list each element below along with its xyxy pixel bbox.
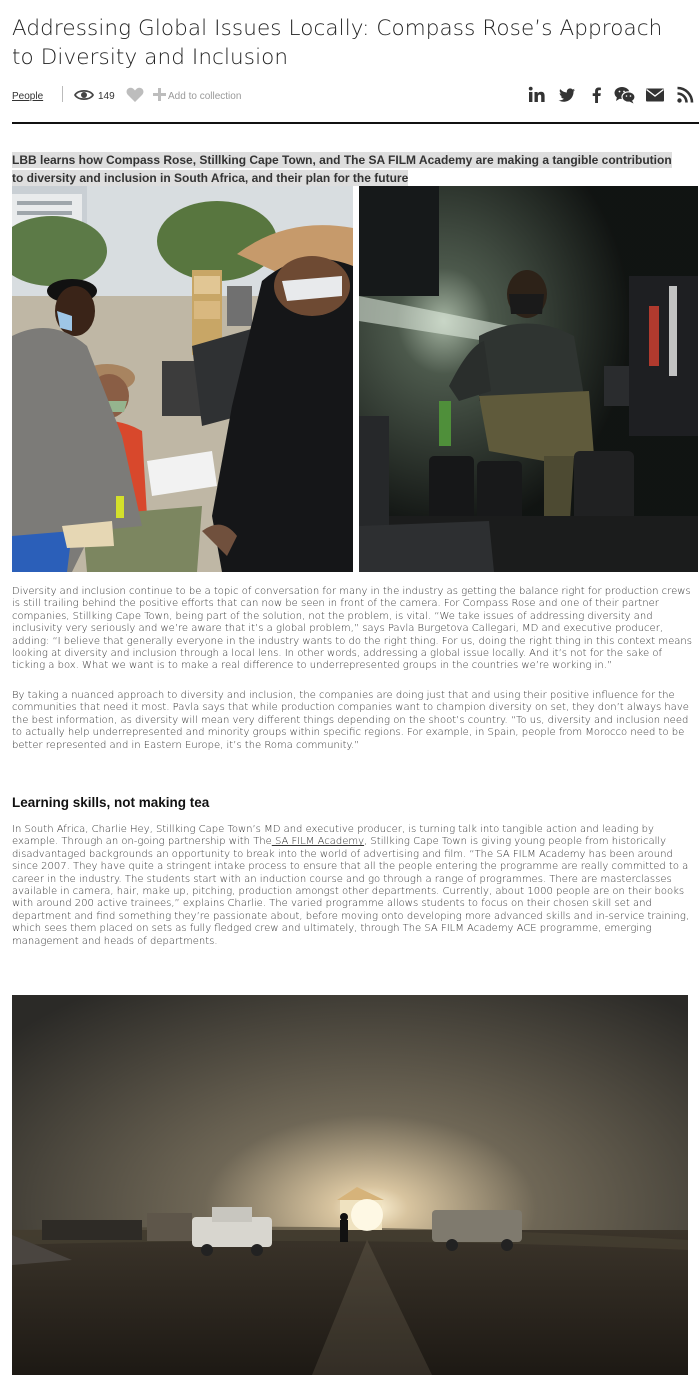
add-collection-plus-icon[interactable] [153, 88, 166, 104]
view-count: 149 [98, 91, 115, 102]
crew-studio-photo [359, 186, 698, 572]
article-paragraph-1: Diversity and inclusion continue to be a topic of conversation for many in the industry as getting the balance right for production crews is still trailing behind the positive efforts that can now be seen in front of the camera. For Compass Rose and one of their partner companies, Stillking Cape Town, being part of the solution, not the problem, is vital. “We take issues of addressing diversity and inclusivity very seriously and we’re aware that it’s a global problem,” says Pavla Burgetova Callegari, MD and executive producer, adding: “I believe that generally everyone in the industry wants to do the right thing. For us, doing the right thing in this context means looking at diversity and inclusion through a local lens. In other words, addressing a global issue locally. And it’s not for the sake of ticking a box. What we want is to make a real difference to underrepresented groups in the countries we’re working in.” [12, 586, 692, 672]
article-paragraph-2: By taking a nuanced approach to diversity and inclusion, the companies are doing just that and using their positive influence for the communities that need it most. Pavla says that while production companies want to champion diversity on set, they don’t always have the best information, as diversity will mean very different things depending on the shoot’s country. “To us, diversity and inclusion need to actually help underrepresented and minority groups within specific regions. For example, in Spain, people from Morocco need to be better represented and in Eastern Europe, it’s the Roma community.” [12, 690, 689, 751]
article-lead: LBB learns how Compass Rose, Stillking Cape Town, and The SA FILM Academy are making a tangible contribution to diversity and inclusion in South Africa, and their plan for the future [12, 153, 672, 185]
category-link[interactable]: People [12, 91, 44, 102]
like-heart-icon[interactable] [126, 87, 144, 106]
twitter-icon[interactable] [558, 86, 576, 104]
article-title: Addressing Global Issues Locally: Compass Rose’s Approach to Diversity and Inclusion [12, 16, 663, 70]
rss-icon[interactable] [676, 86, 694, 104]
linkedin-icon[interactable] [528, 86, 546, 104]
facebook-icon[interactable] [588, 86, 606, 104]
header-rule [12, 122, 699, 124]
sa-film-academy-link[interactable]: SA FILM Academy [271, 836, 365, 848]
night-set-photo [12, 995, 688, 1375]
crew-street-photo [12, 186, 353, 572]
views-eye-icon [74, 88, 94, 105]
section-heading: Learning skills, not making tea [12, 795, 210, 810]
article-paragraph-3: In South Africa, Charlie Hey, Stillking Cape Town’s MD and executive producer, is turning talk into tangible action and leading by example. Through an on-going partnership with The SA FILM Academy, Stillking Cape Town is giving young people from historically disadvantaged backgrounds an opportunity to break into the world of advertising and film. “The SA FILM Academy has been around since 2007. They have quite a stringent intake process to ensure that all the people entering the programme are really committed to a career in the industry. The students start with an induction course and go through a range of programmes. There are masterclasses available in camera, hair, make up, pitching, production amongst other departments. Currently, about 1000 people are on their books with around 200 active trainees,” explains Charlie. The varied programme allows students to focus on their chosen skill set and department and find something they’re passionate about, before moving onto developing more advanced skills and in-service training, which sees them placed on sets as fully fledged crew and ultimately, through The SA FILM Academy ACE programme, emerging management and heads of departments. [12, 824, 690, 947]
email-icon[interactable] [645, 86, 665, 104]
wechat-icon[interactable] [614, 86, 636, 104]
divider [62, 86, 63, 102]
share-bar [528, 86, 696, 106]
add-to-collection-link[interactable]: Add to collection [168, 91, 242, 102]
